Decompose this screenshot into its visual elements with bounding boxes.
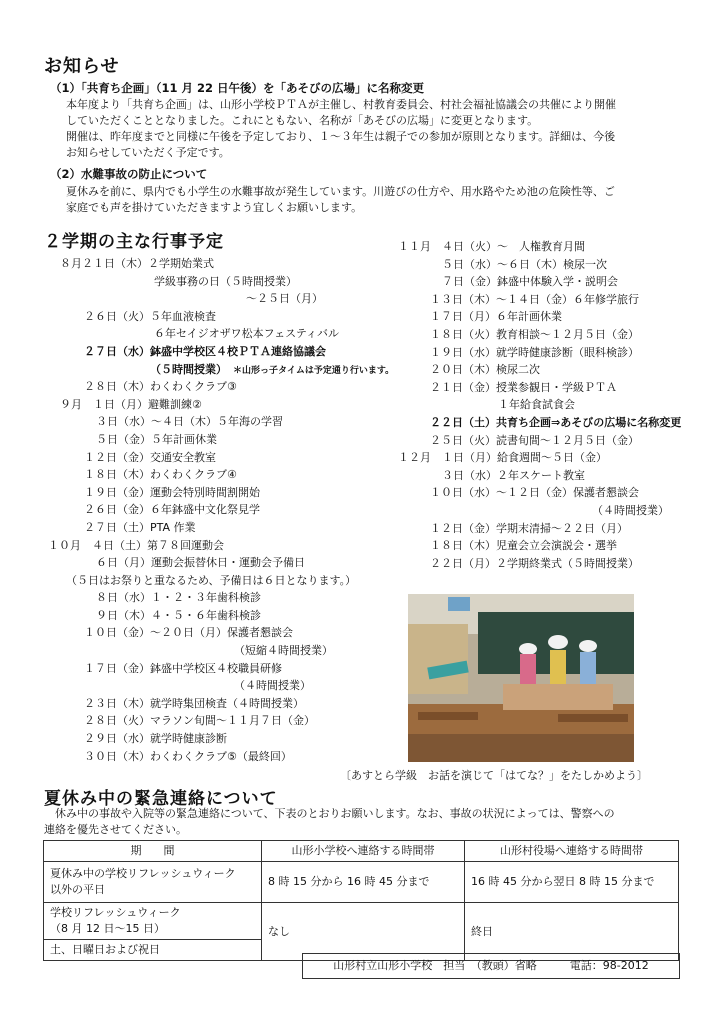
period-line: 夏休み中の学校リフレッシュウィーク (50, 867, 236, 881)
schedule-item-text: （５時間授業） (150, 362, 227, 376)
schedule-item-text: １２日（金）学期末清掃～２２日（月） (430, 521, 628, 535)
period-cell (44, 903, 262, 940)
schedule-item (46, 572, 386, 590)
schedule-item-text: １７日（金）鉢盛中学校区４校職員研修 (84, 661, 282, 675)
schedule-item-text: １年給食試食会 (498, 398, 575, 412)
table-row (44, 862, 679, 903)
school-time-cell: なし (262, 903, 465, 961)
schedule-item-text: ２５日（火）読書旬間～１２月５日（金） (430, 433, 639, 447)
notice-item2-title: （2）水難事故の防止について (50, 167, 208, 181)
schedule-item (46, 660, 386, 678)
schedule-item-text: ６日（月）運動会振替休日・運動会予備日 (96, 556, 305, 570)
schedule-item-text: ９月 １日（月）避難訓練② (60, 397, 202, 411)
table-header-row (44, 841, 679, 862)
schedule-right-column (398, 238, 708, 572)
schedule-item (398, 256, 708, 274)
schedule-item (46, 624, 386, 642)
schedule-item (46, 431, 386, 449)
schedule-item-text: 学級事務の日（５時間授業） (154, 274, 297, 288)
schedule-item-text: １２月 １日（月）給食週間～５日（金） (398, 451, 607, 465)
schedule-item (398, 396, 708, 414)
schedule-item-text: １３日（木）～１４日（金）６年修学旅行 (430, 292, 639, 306)
schedule-item (398, 467, 708, 485)
schedule-item-text: １８日（火）教育相談～１２月５日（金） (430, 327, 639, 341)
header-office: 山形村役場へ連絡する時間帯 (465, 841, 679, 862)
schedule-item-note: ＊山形っ子タイムは予定通り行います。 (233, 365, 395, 376)
schedule-item (398, 344, 708, 362)
schedule-item (398, 308, 708, 326)
schedule-item-text: １８日（木）わくわくクラブ④ (84, 468, 237, 482)
schedule-item (398, 432, 708, 450)
notice-item1-line: 開催は、昨年度までと同様に午後を予定しており、１～３年生は親子での参加が原則となります。詳細は、今後 (66, 129, 616, 143)
notice-item1-line: お知らせしていただく予定です。 (66, 145, 230, 159)
notice-item1-title: （1）「共育ち企画」（11 月 22 日午後）を「あそびの広場」に名称変更 (50, 81, 425, 95)
emergency-line: 連絡を優先させてください。 (44, 822, 187, 836)
emergency-contact-table (43, 840, 679, 961)
schedule-item (46, 642, 386, 660)
schedule-item (46, 466, 386, 484)
office-time-cell: 終日 (465, 903, 679, 961)
schedule-item-text: １１月 ４日（火）～ 人権教育月間 (398, 240, 585, 253)
schedule-item (398, 449, 708, 467)
schedule-item-text: ８月２１日（木）２学期始業式 (60, 257, 214, 270)
classroom-photo-image (408, 594, 634, 762)
schedule-item (398, 326, 708, 344)
schedule-item (46, 712, 386, 730)
schedule-item (46, 607, 386, 625)
schedule-item (46, 255, 386, 273)
schedule-item-text: ７日（金）鉢盛中体験入学・説明会 (442, 275, 618, 289)
schedule-item-text: ２１日（金）授業参観日・学級ＰＴＡ (430, 380, 617, 394)
schedule-item-text: １８日（木）児童会立会演説会・選挙 (430, 539, 617, 553)
schedule-item (46, 343, 386, 361)
schedule-item (398, 379, 708, 397)
schedule-item-text: ～２５日（月） (246, 292, 323, 306)
schedule-item (46, 396, 386, 414)
schedule-item (46, 695, 386, 713)
schedule-item-text: ８日（水）１・２・３年歯科検診 (96, 591, 261, 605)
notice-item2-body (66, 184, 686, 216)
header-school: 山形小学校へ連絡する時間帯 (262, 841, 465, 862)
schedule-title: ２学期の主な行事予定 (44, 232, 224, 252)
schedule-item-text: １７日（月）６年計画休業 (430, 310, 562, 324)
schedule-item (46, 484, 386, 502)
schedule-item-text: ６年セイジオザワ松本フェスティバル (154, 327, 340, 341)
office-time-cell: 16 時 45 分から翌日 8 時 15 分まで (465, 862, 679, 903)
schedule-item-text: １９日（金）運動会特別時間割開始 (84, 485, 260, 499)
schedule-item-text: １０日（水）～１２日（金）保護者懇談会 (430, 486, 639, 500)
schedule-item (46, 449, 386, 467)
schedule-item (46, 589, 386, 607)
emergency-title: 夏休み中の緊急連絡について (44, 789, 278, 809)
schedule-item-text: ２６日（金）６年鉢盛中文化祭見学 (84, 503, 260, 517)
schedule-item (46, 290, 386, 308)
schedule-item-text: ２８日（木）わくわくクラブ③ (84, 380, 237, 394)
schedule-item-text: ２２日（月）２学期終業式（５時間授業） (430, 556, 639, 570)
schedule-item (46, 501, 386, 519)
period-cell: 土、日曜日および祝日 (44, 940, 262, 961)
schedule-item-text: ３日（水）～４日（木）５年海の学習 (96, 415, 283, 429)
schedule-item-text: （４時間授業） (234, 679, 311, 693)
notice-title: お知らせ (44, 56, 120, 77)
notice-item2-line: 夏休みを前に、県内でも小学生の水難事故が発生しています。川遊びの仕方や、用水路やため池の危険性等、ご (66, 185, 615, 198)
schedule-item-text: ２８日（火）マラソン旬間～１１月７日（金） (84, 714, 315, 728)
schedule-item (46, 273, 386, 291)
schedule-item (46, 378, 386, 396)
schedule-item (46, 519, 386, 537)
schedule-item-text: ３日（水）２年スケート教室 (442, 468, 585, 482)
notice-item1-line: 本年度より「共育ち企画」は、山形小学校ＰＴＡが主催し、村教育委員会、村社会福祉協議会の共催により開催 (66, 98, 616, 111)
schedule-item (398, 484, 708, 502)
schedule-item (46, 554, 386, 572)
schedule-item (398, 502, 708, 520)
schedule-item-text: １０月 ４日（土）第７８回運動会 (48, 538, 224, 552)
header-period: 期 間 (44, 841, 262, 862)
schedule-item-text: ２７日（土）PTA 作業 (84, 520, 196, 534)
emergency-body (44, 806, 684, 838)
photo-caption: 〔あすとら学級 お話を演じて「はてな？」をたしかめよう〕 (340, 769, 648, 782)
period-line: 学校リフレッシュウィーク (50, 906, 181, 920)
schedule-item (398, 414, 708, 432)
schedule-item-text: ２７日（水）鉢盛中学校区４校ＰＴＡ連絡協議会 (84, 344, 326, 358)
schedule-item (46, 748, 386, 766)
period-line: 以外の平日 (50, 883, 105, 896)
period-line: （8 月 12 日～15 日） (50, 922, 165, 935)
period-cell (44, 862, 262, 903)
notice-item2-line: 家庭でも声を掛けていただきますよう宜しくお願いします。 (66, 200, 363, 214)
schedule-item-text: ５日（金）５年計画休業 (96, 432, 217, 446)
schedule-item (46, 361, 395, 379)
schedule-item-text: ９日（木）４・５・６年歯科検診 (96, 608, 261, 622)
schedule-item (46, 730, 386, 748)
schedule-item (46, 413, 386, 431)
notice-item1-body (66, 97, 686, 161)
emergency-line: 休み中の事故や入院等の緊急連絡について、下表のとおりお願いします。なお、事故の状況によっては、警察への (55, 807, 615, 820)
schedule-item (398, 520, 708, 538)
schedule-item-text: ２３日（木）就学時集団検査（４時間授業） (84, 696, 304, 710)
table-row (44, 903, 679, 940)
schedule-item (46, 325, 386, 343)
schedule-item-text: （５日はお祭りと重なるため、予備日は６日となります。） (66, 573, 357, 587)
school-contact-footer: 山形村立山形小学校 担当 （教頭）省略 電話：98-2012 (302, 953, 680, 979)
schedule-item-text: （４時間授業） (592, 503, 669, 517)
notice-item1-line: していただくこととなりました。これにともない、名称が「あそびの広場」に変更となります。 (66, 113, 539, 127)
schedule-item (398, 273, 708, 291)
school-time-cell: 8 時 15 分から 16 時 45 分まで (262, 862, 465, 903)
schedule-left-column (46, 255, 395, 765)
schedule-item-text: ５日（水）～６日（木）検尿一次 (442, 257, 607, 271)
schedule-item-text: ２６日（火）５年血液検査 (84, 309, 216, 323)
schedule-item (46, 677, 386, 695)
schedule-item (398, 537, 708, 555)
schedule-item-text: ２２日（土）共育ち企画⇒あそびの広場に名称変更 (430, 415, 682, 429)
schedule-item-text: １２日（金）交通安全教室 (84, 450, 216, 464)
schedule-item-text: １０日（金）～２０日（月）保護者懇談会 (84, 626, 293, 640)
schedule-item (398, 361, 708, 379)
schedule-item (46, 308, 386, 326)
schedule-item-text: ２９日（水）就学時健康診断 (84, 732, 227, 746)
schedule-item (398, 291, 708, 309)
schedule-item-text: （短縮４時間授業） (234, 644, 333, 658)
classroom-photo (408, 594, 634, 762)
schedule-item (46, 537, 386, 555)
schedule-item (398, 238, 708, 256)
schedule-item-text: １９日（水）就学時健康診断（眼科検診） (430, 345, 639, 359)
schedule-item-text: ３０日（木）わくわくクラブ⑤（最終回） (84, 749, 292, 763)
schedule-item (398, 555, 708, 573)
schedule-item-text: ２０日（木）検尿二次 (430, 363, 540, 377)
